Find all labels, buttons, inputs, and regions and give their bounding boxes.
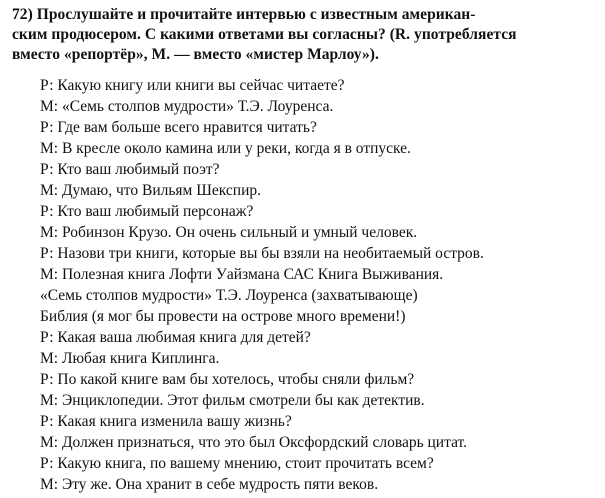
exercise-heading-line: 72) Прослушайте и прочитайте интервью с известным американ- xyxy=(12,6,476,23)
dialogue-line: «Семь столпов мудрости» Т.Э. Лоуренса (захватывающе) xyxy=(40,287,418,304)
dialogue-line: Р: По какой книге вам бы хотелось, чтобы сняли фильм? xyxy=(40,371,415,388)
dialogue-line: Р: Какая ваша любимая книга для детей? xyxy=(40,329,311,346)
dialogue-line: М: Эту же. Она хранит в себе мудрость пяти веков. xyxy=(40,476,379,493)
dialogue-line: М: Полезная книга Лофти Уайзмана САС Книга Выживания. xyxy=(40,266,444,283)
dialogue-line: М: Любая книга Киплинга. xyxy=(40,350,220,367)
interview-dialogue xyxy=(40,75,600,495)
dialogue-line: Р: Какая книга изменила вашу жизнь? xyxy=(40,413,292,430)
dialogue-line: М: Робинзон Крузо. Он очень сильный и умный человек. xyxy=(40,224,418,241)
dialogue-line: М: Думаю, что Вильям Шекспир. xyxy=(40,182,261,199)
dialogue-line: М: «Семь столпов мудрости» Т.Э. Лоуренса. xyxy=(40,98,334,115)
exercise-heading-line: ским продюсером. С какими ответами вы согласны? (R. употребляется xyxy=(12,26,517,43)
dialogue-line: Р: Какую книгу или книги вы сейчас читаете? xyxy=(40,77,345,94)
dialogue-line: Р: Какую книга, по вашему мнению, стоит прочитать всем? xyxy=(40,455,434,472)
dialogue-line: Р: Кто ваш любимый поэт? xyxy=(40,161,220,178)
dialogue-line: М: Должен признаться, что это был Оксфордский словарь цитат. xyxy=(40,434,468,451)
dialogue-line: М: Энциклопедии. Этот фильм смотрели бы как детектив. xyxy=(40,392,425,409)
dialogue-line: Р: Кто ваш любимый персонаж? xyxy=(40,203,254,220)
dialogue-line: Р: Назови три книги, которые вы бы взяли на необитаемый остров. xyxy=(40,245,484,262)
dialogue-line: М: В кресле около камина или у реки, когда я в отпуске. xyxy=(40,140,411,157)
dialogue-line: Библия (я мог бы провести на острове много времени!) xyxy=(40,308,406,325)
exercise-heading xyxy=(12,5,597,65)
dialogue-line: Р: Где вам больше всего нравится читать? xyxy=(40,119,317,136)
exercise-heading-line: вместо «репортёр», М. — вместо «мистер Марлоу»). xyxy=(12,46,379,63)
